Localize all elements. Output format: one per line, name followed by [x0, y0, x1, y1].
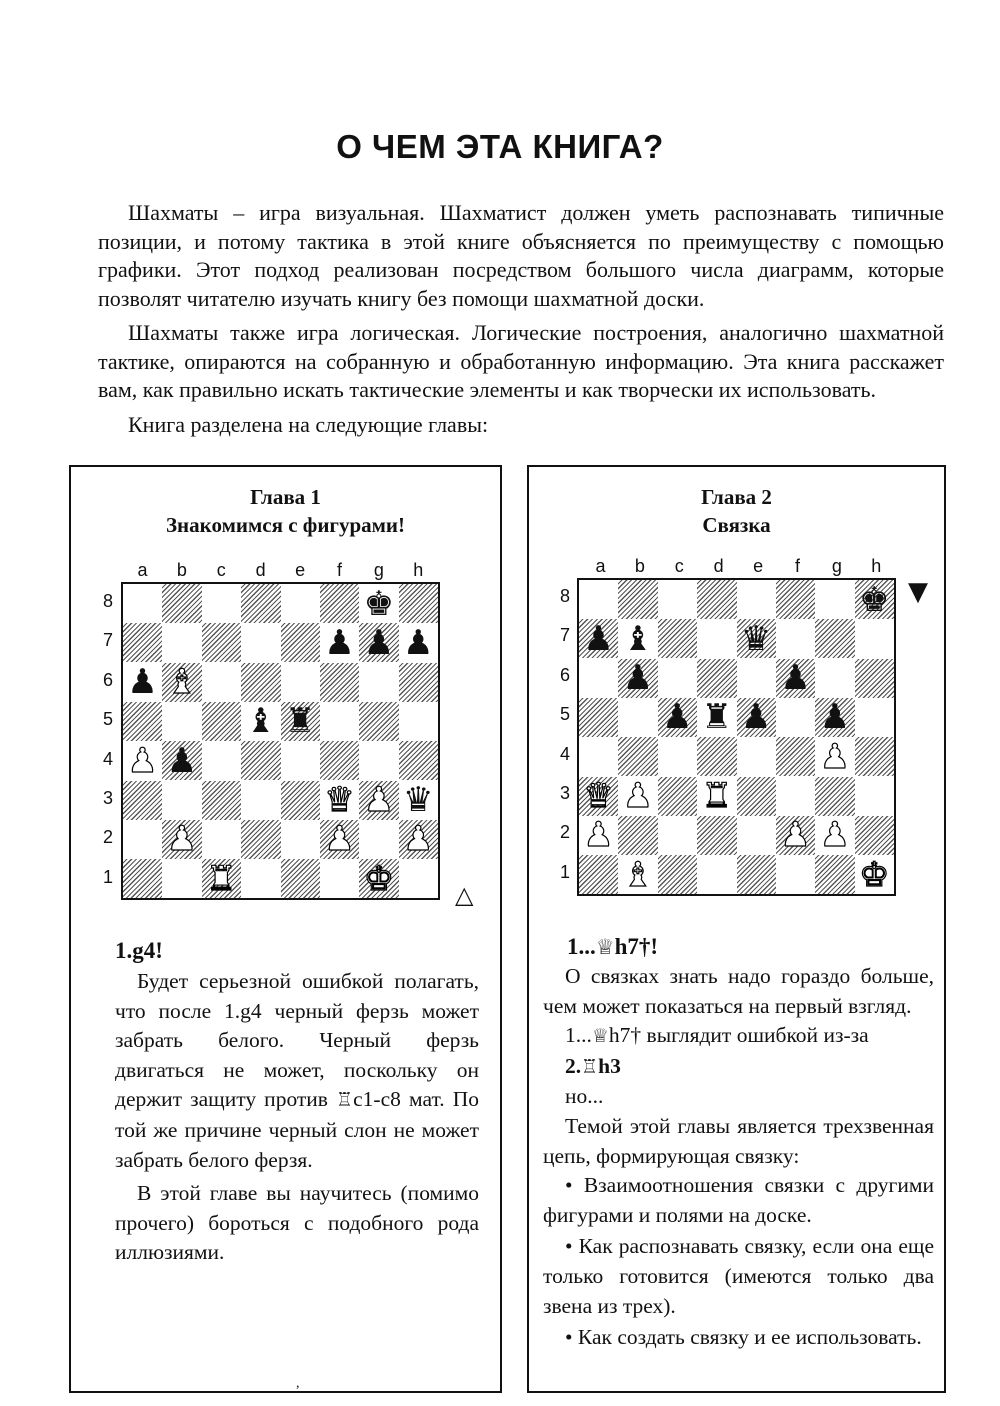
intro-paragraph-1: Шахматы – игра визуальная. Шахматист должен уметь распознавать типичные позиции, и потому тактика в этой книге объясняется по преимуществу с помощью графики. Этот подход реализован посредством большого числа диаграмм, которые позволят читателю изучать книгу без помощи шахматной доски.	[98, 200, 944, 311]
white-pawn-g3: ♟	[363, 780, 395, 820]
square-g2	[359, 820, 398, 859]
square-h2	[855, 816, 894, 855]
square-c7	[658, 619, 697, 658]
square-g7	[815, 619, 854, 658]
square-h5	[855, 698, 894, 737]
chapter-2-bullet-2: • Как распознавать связку, если она еще только готовится (имеются только два звена из трех).	[543, 1234, 934, 1318]
square-d7	[241, 623, 280, 662]
square-c2	[202, 820, 241, 859]
square-c6	[658, 659, 697, 698]
white-bishop-b6: ♝	[166, 662, 198, 703]
square-a2	[123, 820, 162, 859]
square-f1	[776, 855, 815, 894]
black-pawn-f6: ♟	[780, 658, 811, 699]
square-d2	[241, 820, 280, 859]
square-c8	[658, 580, 697, 619]
square-a5	[579, 698, 618, 737]
square-e4	[281, 741, 320, 780]
square-b3	[162, 781, 201, 820]
square-h6	[855, 659, 894, 698]
white-pawn-a2: ♟	[583, 815, 614, 856]
black-rook-e5: ♜	[284, 701, 316, 742]
square-c7	[202, 623, 241, 662]
square-g6	[815, 659, 854, 698]
rank-label-2: 2	[559, 822, 570, 843]
rank-label-5: 5	[102, 709, 113, 730]
chapter-2-box	[527, 465, 946, 1393]
chapter-2-board	[577, 578, 896, 896]
file-label-f: f	[794, 556, 800, 576]
square-e7	[281, 623, 320, 662]
square-a8	[579, 580, 618, 619]
square-a7	[123, 623, 162, 662]
rank-label-6: 6	[102, 669, 113, 690]
rank-label-6: 6	[559, 664, 570, 685]
square-d4	[697, 737, 736, 776]
black-pawn-b6: ♟	[622, 658, 654, 699]
rook-symbol: ♖	[581, 1055, 599, 1078]
square-g3	[815, 777, 854, 816]
square-d7	[697, 619, 736, 658]
square-e4	[737, 737, 776, 776]
file-label-c: c	[674, 556, 684, 576]
square-f8	[776, 580, 815, 619]
white-queen-a3: ♛	[583, 776, 614, 816]
chapter-1-number: Глава 1	[250, 485, 321, 509]
black-pawn-h7: ♟	[403, 622, 434, 663]
chapter-2-theme: Темой этой главы является трехзвенная цепь, формирующая связку:	[543, 1113, 934, 1168]
square-f6	[320, 663, 359, 702]
rank-label-1: 1	[102, 866, 113, 887]
square-e2	[737, 816, 776, 855]
square-a6	[579, 659, 618, 698]
file-label-h: h	[413, 560, 424, 580]
white-pawn-b2: ♟	[166, 819, 198, 860]
square-b2	[618, 816, 657, 855]
square-h7	[855, 619, 894, 658]
rank-label-5: 5	[559, 704, 570, 725]
white-pawn-a4: ♟	[127, 740, 158, 781]
square-f8	[320, 584, 359, 623]
rank-label-3: 3	[559, 783, 570, 803]
square-d1	[241, 859, 280, 898]
file-label-b: b	[176, 560, 187, 580]
square-b5	[618, 698, 657, 737]
black-bishop-b7: ♝	[622, 618, 654, 659]
intro-paragraph-2: Шахматы также игра логическая. Логические построения, аналогично шахматной тактике, опираются на собранную и обработанную информацию. Эта книга расскажет вам, как правильно искать тактические элементы и как творчески их использовать.	[98, 320, 944, 402]
square-b5	[162, 702, 201, 741]
black-pawn-f7: ♟	[324, 622, 355, 663]
black-pawn-g5: ♟	[819, 697, 851, 738]
square-g6	[359, 663, 398, 702]
chapter-2-line-4: но...	[565, 1084, 604, 1109]
file-label-a: a	[137, 560, 148, 580]
black-queen-h3: ♛	[403, 780, 434, 820]
rank-label-8: 8	[559, 586, 570, 606]
black-pawn-a6: ♟	[127, 662, 158, 703]
chapter-1-board	[121, 582, 440, 900]
square-f5	[320, 702, 359, 741]
square-c8	[202, 584, 241, 623]
file-label-d: d	[255, 560, 266, 580]
white-to-move-marker: △	[455, 881, 474, 909]
queen-symbol: ♕	[591, 1025, 609, 1048]
square-a8	[123, 584, 162, 623]
chapter-2-number: Глава 2	[701, 485, 772, 509]
square-a4	[579, 737, 618, 776]
chapter-1-box	[69, 465, 502, 1393]
square-f5	[776, 698, 815, 737]
square-e8	[281, 584, 320, 623]
rank-label-4: 4	[102, 748, 113, 769]
square-e2	[281, 820, 320, 859]
square-e1	[737, 855, 776, 894]
square-b8	[162, 584, 201, 623]
square-c5	[202, 702, 241, 741]
chapter-1-text	[115, 967, 479, 1268]
rook-symbol: ♖	[336, 1089, 354, 1112]
square-d8	[241, 584, 280, 623]
square-h4	[855, 737, 894, 776]
square-g5	[359, 702, 398, 741]
square-d8	[697, 580, 736, 619]
black-queen-e7: ♛	[740, 618, 772, 659]
square-b8	[618, 580, 657, 619]
white-king-g1: ♚	[363, 858, 395, 899]
square-c4	[202, 741, 241, 780]
square-d4	[241, 741, 280, 780]
square-h8	[399, 584, 438, 623]
square-c6	[202, 663, 241, 702]
square-h1	[399, 859, 438, 898]
black-bishop-d5: ♝	[245, 701, 276, 742]
chapter-2-bullet-3: • Как создать связку и ее использовать.	[565, 1325, 922, 1350]
intro-paragraph-3: Книга разделена на следующие главы:	[128, 411, 489, 437]
square-e1	[281, 859, 320, 898]
square-a1	[123, 859, 162, 898]
square-b1	[162, 859, 201, 898]
chapter-2-text	[535, 962, 934, 1353]
square-a3	[123, 781, 162, 820]
black-pawn-c5: ♟	[662, 697, 693, 738]
chapter-1-title: Знакомимся с фигурами!	[165, 513, 406, 537]
rank-label-2: 2	[102, 827, 113, 848]
square-b7	[162, 623, 201, 662]
white-pawn-f2: ♟	[324, 819, 355, 860]
square-d6	[697, 659, 736, 698]
chapter-1-paragraph-1: Будет серьезной ошибкой полагать, что после 1.g4 черный ферзь может забрать белого. Черный ферзь двигаться не может, поскольку он держит защиту против ♖c1-c8 мат. По той же причине черный слон не может забрать белого ферзя.	[115, 969, 479, 1172]
square-f3	[776, 777, 815, 816]
square-c1	[658, 855, 697, 894]
chapter-2-line-3: 2.♖h3	[565, 1053, 621, 1078]
square-d1	[697, 855, 736, 894]
chapter-2-move: 1...♕h7†!	[567, 934, 659, 959]
file-label-a: a	[595, 556, 606, 576]
square-f4	[320, 741, 359, 780]
square-e3	[737, 777, 776, 816]
square-d6	[241, 663, 280, 702]
square-g1	[815, 855, 854, 894]
square-h4	[399, 741, 438, 780]
chapter-2-paragraph-1: О связках знать надо гораздо больше, чем может показаться на первый взгляд.	[543, 964, 934, 1018]
file-label-d: d	[713, 556, 724, 576]
white-rook-c1: ♜	[206, 858, 237, 899]
chapter-1-paragraph-2: В этой главе вы научитесь (помимо прочего) бороться с подобного рода иллюзиями.	[115, 1181, 479, 1265]
square-h5	[399, 702, 438, 741]
white-queen-f3: ♛	[324, 780, 355, 820]
square-h6	[399, 663, 438, 702]
black-pawn-e5: ♟	[740, 697, 772, 738]
queen-symbol: ♕	[595, 935, 615, 959]
square-a5	[123, 702, 162, 741]
black-king-g8: ♚	[363, 583, 395, 624]
file-label-g: g	[373, 560, 384, 580]
chapter-1-move: 1.g4!	[115, 938, 163, 963]
square-c3	[658, 777, 697, 816]
file-label-e: e	[295, 560, 306, 580]
chapter-2-line-2: 1...♕h7† выглядит ошибкой из-за	[565, 1023, 869, 1048]
white-pawn-h2: ♟	[403, 819, 434, 860]
white-bishop-b1: ♝	[622, 854, 654, 895]
square-f4	[776, 737, 815, 776]
rank-label-8: 8	[102, 591, 113, 611]
square-d2	[697, 816, 736, 855]
square-e6	[737, 659, 776, 698]
square-g4	[359, 741, 398, 780]
square-e6	[281, 663, 320, 702]
square-f7	[776, 619, 815, 658]
square-f1	[320, 859, 359, 898]
black-pawn-g7: ♟	[363, 622, 395, 663]
rank-label-3: 3	[102, 788, 113, 808]
chapter-2-bullet-1: • Взаимоотношения связки с другими фигурами и полями на доске.	[543, 1173, 934, 1227]
ink-mark: ,	[296, 1376, 300, 1391]
black-king-h8: ♚	[859, 579, 890, 620]
square-c2	[658, 816, 697, 855]
white-pawn-f2: ♟	[780, 815, 811, 856]
file-label-g: g	[831, 556, 842, 576]
white-pawn-g4: ♟	[819, 736, 851, 777]
file-label-f: f	[336, 560, 342, 580]
white-pawn-b3: ♟	[622, 776, 654, 816]
rank-label-7: 7	[102, 630, 113, 651]
square-a1	[579, 855, 618, 894]
file-label-h: h	[871, 556, 882, 576]
square-g8	[815, 580, 854, 619]
square-c3	[202, 781, 241, 820]
chapter-2-title: Связка	[702, 513, 771, 537]
rank-label-7: 7	[559, 625, 570, 646]
square-e3	[281, 781, 320, 820]
square-d3	[241, 781, 280, 820]
black-pawn-a7: ♟	[583, 618, 614, 659]
intro-text	[98, 199, 944, 439]
square-c4	[658, 737, 697, 776]
file-label-b: b	[634, 556, 645, 576]
rank-label-4: 4	[559, 743, 570, 764]
rank-label-1: 1	[559, 861, 570, 882]
white-pawn-g2: ♟	[819, 815, 851, 856]
file-label-c: c	[216, 560, 226, 580]
square-e8	[737, 580, 776, 619]
square-h3	[855, 777, 894, 816]
black-rook-d5: ♜	[701, 697, 732, 738]
black-to-move-marker: ▼	[908, 577, 928, 607]
black-pawn-b4: ♟	[166, 740, 198, 781]
white-king-h1: ♚	[859, 854, 890, 895]
white-rook-d3: ♜	[701, 776, 732, 816]
page-title: О ЧЕМ ЭТА КНИГА?	[336, 128, 664, 165]
square-b4	[618, 737, 657, 776]
file-label-e: e	[753, 556, 764, 576]
